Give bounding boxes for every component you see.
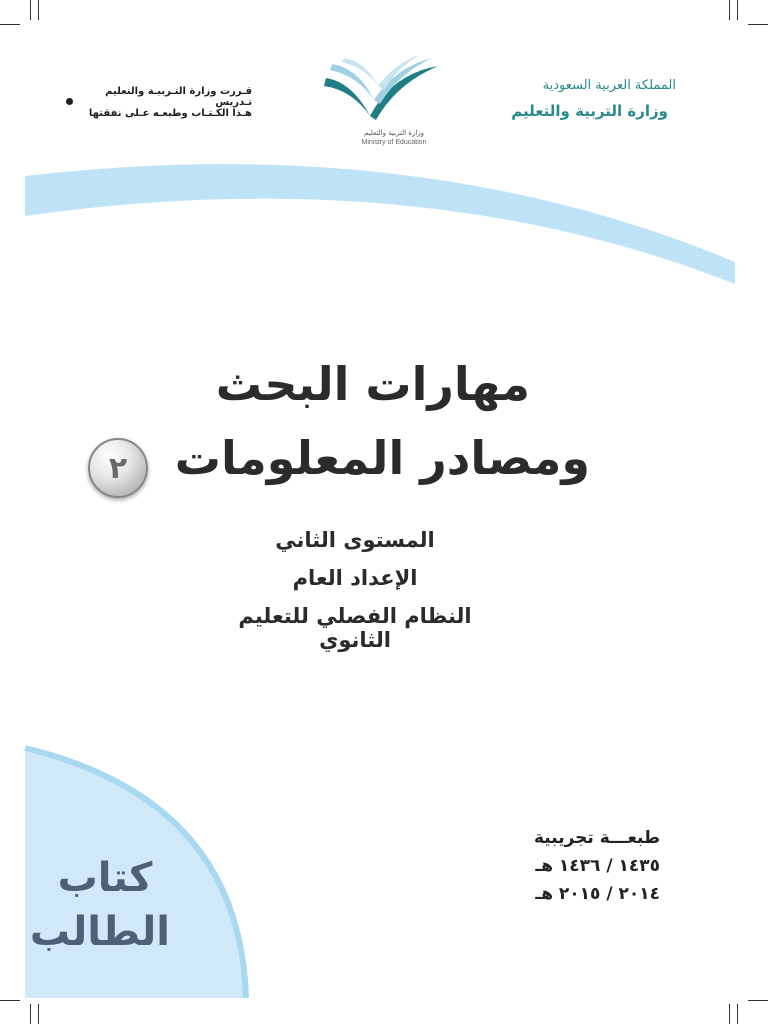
- level-subtitle: المستوى الثاني: [275, 528, 435, 552]
- edition-gregorian-years: ٢٠١٤ / ٢٠١٥ هـ: [535, 884, 660, 904]
- system-subtitle: النظام الفصلي للتعليم الثانوي: [238, 604, 472, 652]
- student-book-label-1: كتاب: [57, 855, 153, 901]
- logo-caption-english: Ministry of Education: [361, 139, 427, 146]
- book-title-line-1: مهارات البحث: [215, 357, 530, 411]
- edition-hijri-years: ١٤٣٥ / ١٤٣٦ هـ: [535, 856, 660, 876]
- decree-line-1: قـررت وزارة التـربيـة والتعليم تـدريس: [105, 86, 252, 108]
- decree-line-2: هـذا الكـتـاب وطبعـه عـلى نفقتها: [88, 108, 252, 119]
- logo-caption-arabic: وزارة التربية والتعليم: [363, 129, 425, 137]
- book-title-line-2: ومصادر المعلومات: [174, 431, 590, 485]
- edition-label: طبعـــة تجريبية: [534, 828, 660, 848]
- ministry-logo-icon: [322, 56, 442, 132]
- student-book-label-2: الطالب: [29, 909, 170, 955]
- track-subtitle: الإعداد العام: [292, 566, 418, 590]
- blue-arc-band: [25, 164, 735, 284]
- ministry-name: وزارة التربية والتعليم: [511, 102, 668, 120]
- kingdom-name: المملكة العربية السعودية: [542, 78, 676, 93]
- bullet-dot: [66, 98, 73, 105]
- part-number-badge: [88, 438, 148, 498]
- part-number: ٢: [108, 450, 128, 486]
